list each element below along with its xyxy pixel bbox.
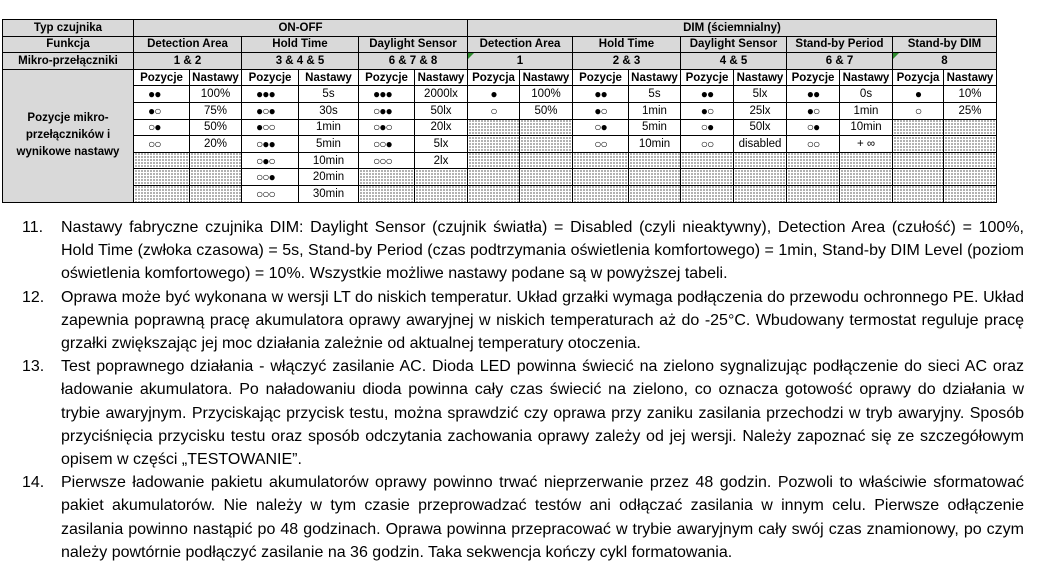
note-item: [0, 286, 1045, 356]
setting-value: 25%: [944, 102, 997, 119]
setting-value: 5s: [629, 86, 681, 103]
setting-value: 10%: [944, 86, 997, 103]
setting-value: 50lx: [734, 119, 787, 136]
setting-value: 50%: [520, 102, 573, 119]
switch-position: ●: [468, 86, 520, 103]
switch-position: ○○: [134, 136, 190, 153]
switch-position: ○●○: [242, 152, 299, 169]
empty-cell: [944, 119, 997, 136]
empty-cell: [681, 152, 734, 169]
settings-subheader: Nastawy: [415, 69, 468, 86]
positions-subheader: Pozycje: [134, 69, 190, 86]
empty-cell: [893, 169, 944, 186]
setting-value: 0s: [840, 86, 893, 103]
empty-cell: [629, 152, 681, 169]
microswitch-numbers: 8: [893, 53, 997, 70]
switch-position: ○○: [787, 136, 840, 153]
function-header: Daylight Sensor: [681, 36, 787, 53]
positions-subheader: Pozycje: [787, 69, 840, 86]
setting-value: + ∞: [840, 136, 893, 153]
setting-value: disabled: [734, 136, 787, 153]
switch-position: ●●: [787, 86, 840, 103]
function-header: Hold Time: [242, 36, 359, 53]
function-header: Daylight Sensor: [359, 36, 468, 53]
switch-position: ○○: [573, 136, 629, 153]
empty-cell: [944, 185, 997, 202]
empty-cell: [134, 169, 190, 186]
setting-value: 1min: [840, 102, 893, 119]
empty-cell: [468, 119, 520, 136]
notes-list: [0, 216, 1045, 564]
switch-position: ●○○: [242, 119, 299, 136]
switch-position: ○: [893, 102, 944, 119]
empty-cell: [893, 136, 944, 153]
empty-cell: [415, 169, 468, 186]
setting-value: 100%: [190, 86, 242, 103]
empty-cell: [359, 185, 415, 202]
switch-position: ○●: [573, 119, 629, 136]
setting-value: 5s: [299, 86, 359, 103]
switch-position: ●●: [573, 86, 629, 103]
switch-position: ○●○: [359, 119, 415, 136]
note-number: 11.: [22, 219, 44, 236]
empty-cell: [520, 119, 573, 136]
empty-cell: [573, 185, 629, 202]
empty-cell: [359, 169, 415, 186]
switch-position: ●○: [681, 102, 734, 119]
empty-cell: [520, 169, 573, 186]
microswitch-numbers: 6 & 7 & 8: [359, 53, 468, 70]
empty-cell: [190, 169, 242, 186]
empty-cell: [629, 169, 681, 186]
switch-position: ●●●: [242, 86, 299, 103]
setting-value: 10min: [299, 152, 359, 169]
empty-cell: [468, 136, 520, 153]
empty-cell: [840, 152, 893, 169]
microswitch-label: Mikro-przełączniki: [3, 53, 134, 70]
setting-value: 2lx: [415, 152, 468, 169]
setting-value: 20%: [190, 136, 242, 153]
empty-cell: [787, 169, 840, 186]
onoff-type-header: ON-OFF: [134, 20, 468, 37]
microswitch-numbers: 4 & 5: [681, 53, 787, 70]
setting-value: 50%: [190, 119, 242, 136]
empty-cell: [734, 152, 787, 169]
empty-cell: [681, 169, 734, 186]
empty-cell: [787, 152, 840, 169]
function-header: Detection Area: [468, 36, 573, 53]
empty-cell: [629, 185, 681, 202]
empty-cell: [840, 185, 893, 202]
switch-position: ●●: [134, 86, 190, 103]
note-text: Test poprawnego działania - włączyć zasilanie AC. Dioda LED powinna świecić na zielono sygnalizując podłączenie do sieci AC oraz ładowanie akumulatora. Po naładowaniu dioda powinna cały czas świecić na zielono, co oznacza gotowość oprawy do działania w trybie awaryjnym. Przyciskając przycisk testu, można sprawdzić czy oprawa przy zaniku zasilania przechodzi w tryb awaryjny. Sposób przyciśnięcia przycisku testu oraz sposób odczytania zachowania oprawy zależy od jej wersji. Należy zapoznać się ze szczegółowym opisem w części „TESTOWANIE”.: [61, 358, 1024, 469]
empty-cell: [520, 185, 573, 202]
empty-cell: [415, 185, 468, 202]
empty-cell: [944, 136, 997, 153]
setting-value: 50lx: [415, 102, 468, 119]
switch-position: ●○: [573, 102, 629, 119]
switch-position: ●○: [787, 102, 840, 119]
setting-value: 2000lx: [415, 86, 468, 103]
switch-position: ●●: [681, 86, 734, 103]
empty-cell: [944, 169, 997, 186]
setting-value: 100%: [520, 86, 573, 103]
settings-subheader: Nastawy: [629, 69, 681, 86]
note-number: 12.: [22, 288, 45, 306]
switch-position: ●○●: [242, 102, 299, 119]
empty-cell: [520, 152, 573, 169]
note-text: Pierwsze ładowanie pakietu akumulatorów oprawy powinno trwać nieprzerwanie przez 48 godzin. Pozwoli to właściwie sformatować pakiet akumulatorów. Nie należy w tym czasie przeprowadzać testów ani odłączać zasilania w innym celu. Pierwsze odłączenie zasilania powinno nastąpić po 48 godzinach. Oprawa powinna przepracować w trybie awaryjnym cały swój czas znamionowy, po czym należy powtórnie podłączyć zasilanie na 36 godzin. Taka sekwencja kończy cykl formatowania.: [61, 474, 1024, 561]
empty-cell: [734, 169, 787, 186]
switch-position: ○: [468, 102, 520, 119]
empty-cell: [893, 119, 944, 136]
microswitch-numbers: 2 & 3: [573, 53, 681, 70]
switch-position: ○○●: [242, 169, 299, 186]
empty-cell: [893, 185, 944, 202]
switch-position: ●: [893, 86, 944, 103]
sensor-type-label: Typ czujnika: [3, 20, 134, 37]
empty-cell: [190, 185, 242, 202]
positions-subheader: Pozycja: [468, 69, 520, 86]
switch-position: ○●●: [359, 102, 415, 119]
note-item: [0, 216, 1045, 286]
switch-position: ○○●: [359, 136, 415, 153]
switch-position: ○○: [681, 136, 734, 153]
switch-position: ○●: [681, 119, 734, 136]
microswitch-numbers: 3 & 4 & 5: [242, 53, 359, 70]
empty-cell: [840, 169, 893, 186]
empty-cell: [520, 136, 573, 153]
function-header: Detection Area: [134, 36, 242, 53]
empty-cell: [787, 185, 840, 202]
settings-subheader: Nastawy: [840, 69, 893, 86]
function-header: Stand-by Period: [787, 36, 893, 53]
setting-value: 5lx: [415, 136, 468, 153]
setting-value: 10min: [840, 119, 893, 136]
microswitch-settings-table: [2, 19, 997, 203]
settings-subheader: Nastawy: [299, 69, 359, 86]
setting-value: 20min: [299, 169, 359, 186]
settings-subheader: Nastawy: [520, 69, 573, 86]
microswitch-numbers: 1 & 2: [134, 53, 242, 70]
setting-value: 75%: [190, 102, 242, 119]
empty-cell: [681, 185, 734, 202]
positions-subheader: Pozycje: [573, 69, 629, 86]
note-item: [0, 471, 1045, 564]
setting-value: 10min: [629, 136, 681, 153]
switch-position: ○○○: [359, 152, 415, 169]
switch-position: ●○: [134, 102, 190, 119]
empty-cell: [573, 169, 629, 186]
setting-value: 30min: [299, 185, 359, 202]
function-header: Hold Time: [573, 36, 681, 53]
positions-subheader: Pozycje: [359, 69, 415, 86]
positions-subheader: Pozycja: [893, 69, 944, 86]
setting-value: 5lx: [734, 86, 787, 103]
settings-subheader: Nastawy: [734, 69, 787, 86]
empty-cell: [893, 152, 944, 169]
note-item: [0, 355, 1045, 471]
setting-value: 20lx: [415, 119, 468, 136]
function-label: Funkcja: [3, 36, 134, 53]
empty-cell: [134, 185, 190, 202]
dim-type-header: DIM (ściemnialny): [468, 20, 997, 37]
switch-position: ○●: [787, 119, 840, 136]
empty-cell: [190, 152, 242, 169]
empty-cell: [468, 152, 520, 169]
empty-cell: [734, 185, 787, 202]
switch-position: ○●●: [242, 136, 299, 153]
setting-value: 30s: [299, 102, 359, 119]
positions-subheader: Pozycje: [242, 69, 299, 86]
switch-position: ○●: [134, 119, 190, 136]
switch-position: ○○○: [242, 185, 299, 202]
positions-row-label: Pozycje mikro-przełączników i wynikowe nastawy: [3, 69, 134, 202]
setting-value: 25lx: [734, 102, 787, 119]
empty-cell: [468, 185, 520, 202]
switch-position: ●●●: [359, 86, 415, 103]
note-text: Oprawa może być wykonana w wersji LT do niskich temperatur. Układ grzałki wymaga podłączenia do przewodu ochronnego PE. Układ zapewnia poprawną pracę akumulatora oprawy awaryjnej w niskich temperaturach aż do -25°C. Wbudowany termostat reguluje pracę grzałki zwiększając jej moc działania zależnie od aktualnej temperatury otoczenia.: [61, 288, 1024, 353]
empty-cell: [134, 152, 190, 169]
positions-subheader: Pozycje: [681, 69, 734, 86]
settings-subheader: Nastawy: [190, 69, 242, 86]
empty-cell: [468, 169, 520, 186]
settings-subheader: Nastawy: [944, 69, 997, 86]
microswitch-numbers: 6 & 7: [787, 53, 893, 70]
function-header: Stand-by DIM: [893, 36, 997, 53]
note-number: 13.: [22, 358, 45, 376]
setting-value: 5min: [299, 136, 359, 153]
microswitch-numbers: 1: [468, 53, 573, 70]
note-text: Nastawy fabryczne czujnika DIM: Daylight Sensor (czujnik światła) = Disabled (czyli nieaktywny), Detection Area (czułość) = 100%, Hold Time (zwłoka czasowa) = 5s, Stand-by Period (czas podtrzymania oświetlenia komfortowego) = 1min, Stand-by DIM Level (poziom oświetlenia komfortowego) = 10%. Wszystkie możliwe nastawy podane są w powyższej tabeli.: [61, 219, 1024, 283]
note-number: 14.: [22, 474, 45, 492]
empty-cell: [573, 152, 629, 169]
setting-value: 5min: [629, 119, 681, 136]
empty-cell: [944, 152, 997, 169]
setting-value: 1min: [629, 102, 681, 119]
setting-value: 1min: [299, 119, 359, 136]
